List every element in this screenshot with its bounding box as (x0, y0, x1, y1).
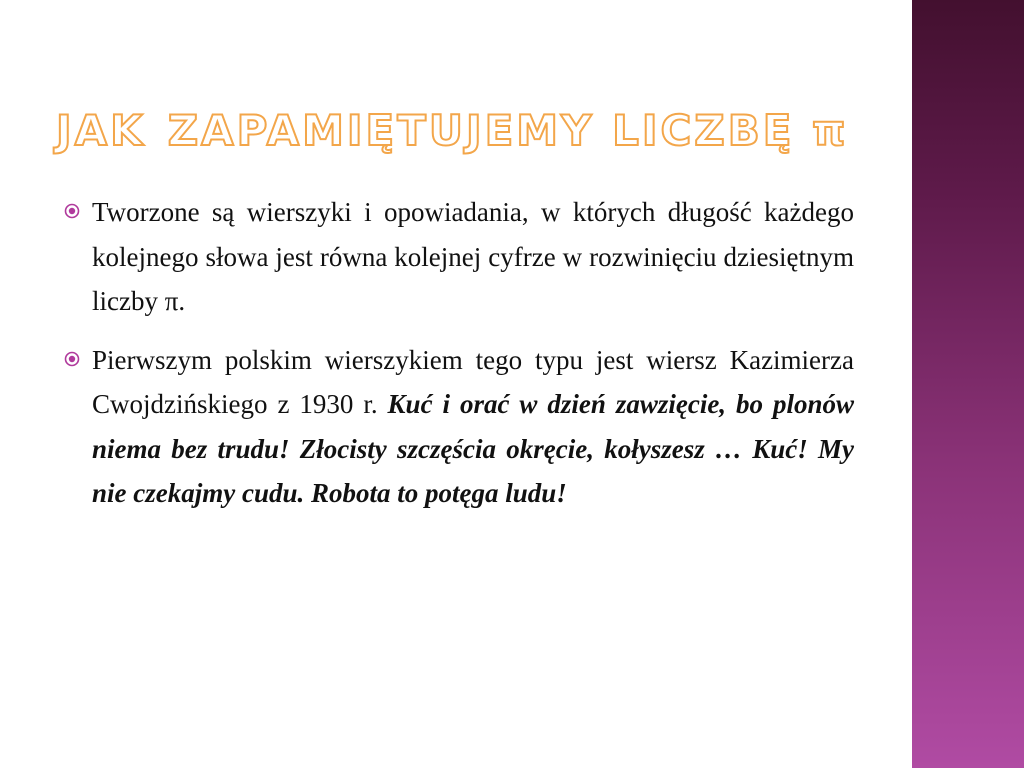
circled-dot-bullet-icon (64, 351, 80, 367)
bullet-item-2 (64, 338, 854, 516)
bullet-text-2: Pierwszym polskim wierszykiem tego typu jest wiersz Kazimierza Cwojdzińskiego z 1930 r. (92, 344, 854, 419)
slide-title-part1: JAK (56, 106, 146, 155)
bullet-item-1 (64, 190, 854, 324)
bullet-text-1: Tworzone są wierszyki i opowiadania, w których długość każdego kolejnego słowa jest równa kolejnej cyfrze w rozwinięciu dziesiętnym liczby π. (92, 197, 854, 316)
poem-quote: Kuć i orać w dzień zawzięcie, bo plonów niema bez trudu! Złocisty szczęścia okręcie, kołyszesz … Kuć! My nie czekajmy cudu. Robota to potęga ludu! (92, 389, 854, 508)
slide-title (56, 96, 896, 166)
decorative-sidebar (912, 0, 1024, 768)
circled-dot-bullet-icon (64, 203, 80, 219)
bullet-list (64, 190, 854, 530)
slide-title-part2: ZAPAMIĘTUJEMY LICZBĘ π (167, 106, 849, 155)
